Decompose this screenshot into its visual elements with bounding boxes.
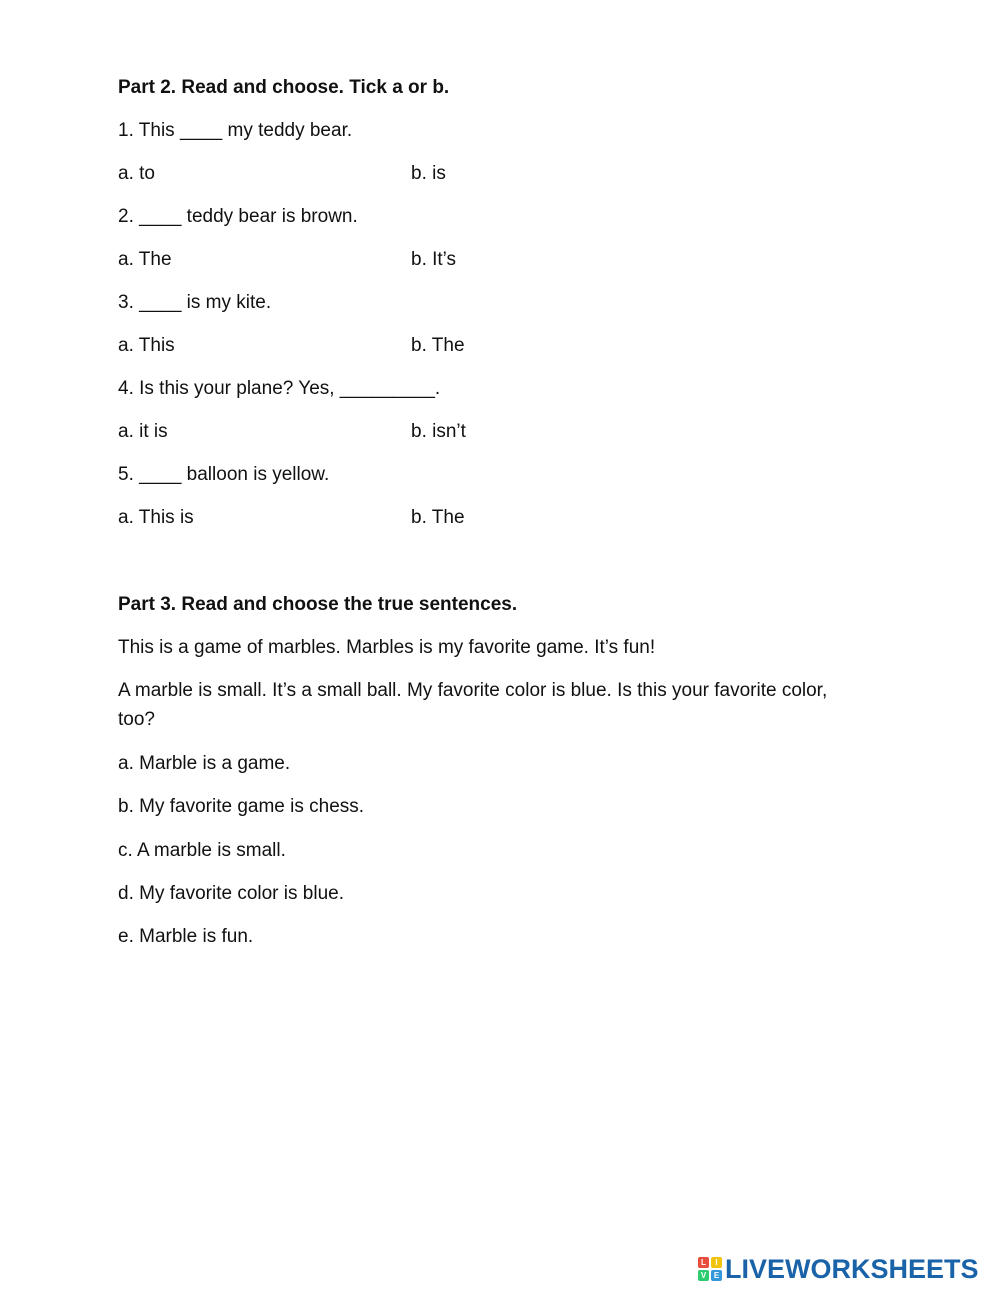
question-1: 1. This ____ my teddy bear. <box>118 120 353 141</box>
part3-option-a[interactable]: a. Marble is a game. <box>118 753 291 774</box>
question-4-option-b[interactable]: b. isn’t <box>411 421 466 442</box>
question-4-option-a[interactable]: a. it is <box>118 421 168 442</box>
liveworksheets-tiles-icon <box>698 1257 722 1281</box>
question-2-option-b[interactable]: b. It’s <box>411 249 457 270</box>
logo-text: LIVEWORKSHEETS <box>725 1253 979 1284</box>
logo-tile-v: V <box>698 1270 709 1281</box>
question-1-option-a[interactable]: a. to <box>118 163 155 184</box>
liveworksheets-logo <box>698 1253 979 1284</box>
part3-paragraph-2: A marble is small. It’s a small ball. My favorite color is blue. Is this your favorite color, too? <box>118 680 828 730</box>
question-4: 4. Is this your plane? Yes, _________. <box>118 378 441 399</box>
logo-tile-e: E <box>711 1270 722 1281</box>
logo-tile-i: I <box>711 1257 722 1268</box>
logo-tile-l: L <box>698 1257 709 1268</box>
question-2: 2. ____ teddy bear is brown. <box>118 206 358 227</box>
part3-option-c[interactable]: c. A marble is small. <box>118 840 286 861</box>
question-5-option-b[interactable]: b. The <box>411 507 465 528</box>
question-5: 5. ____ balloon is yellow. <box>118 464 330 485</box>
question-3-option-b[interactable]: b. The <box>411 335 465 356</box>
question-5-option-a[interactable]: a. This is <box>118 507 194 528</box>
part3-heading: Part 3. Read and choose the true sentences. <box>118 594 518 615</box>
part3-option-b[interactable]: b. My favorite game is chess. <box>118 796 365 817</box>
question-1-option-b[interactable]: b. is <box>411 163 446 184</box>
question-3: 3. ____ is my kite. <box>118 292 272 313</box>
question-2-option-a[interactable]: a. The <box>118 249 172 270</box>
part2-heading: Part 2. Read and choose. Tick a or b. <box>118 77 450 98</box>
part3-paragraph-1: This is a game of marbles. Marbles is my favorite game. It’s fun! <box>118 637 656 658</box>
part3-option-d[interactable]: d. My favorite color is blue. <box>118 883 344 904</box>
question-3-option-a[interactable]: a. This <box>118 335 175 356</box>
part3-option-e[interactable]: e. Marble is fun. <box>118 926 254 947</box>
